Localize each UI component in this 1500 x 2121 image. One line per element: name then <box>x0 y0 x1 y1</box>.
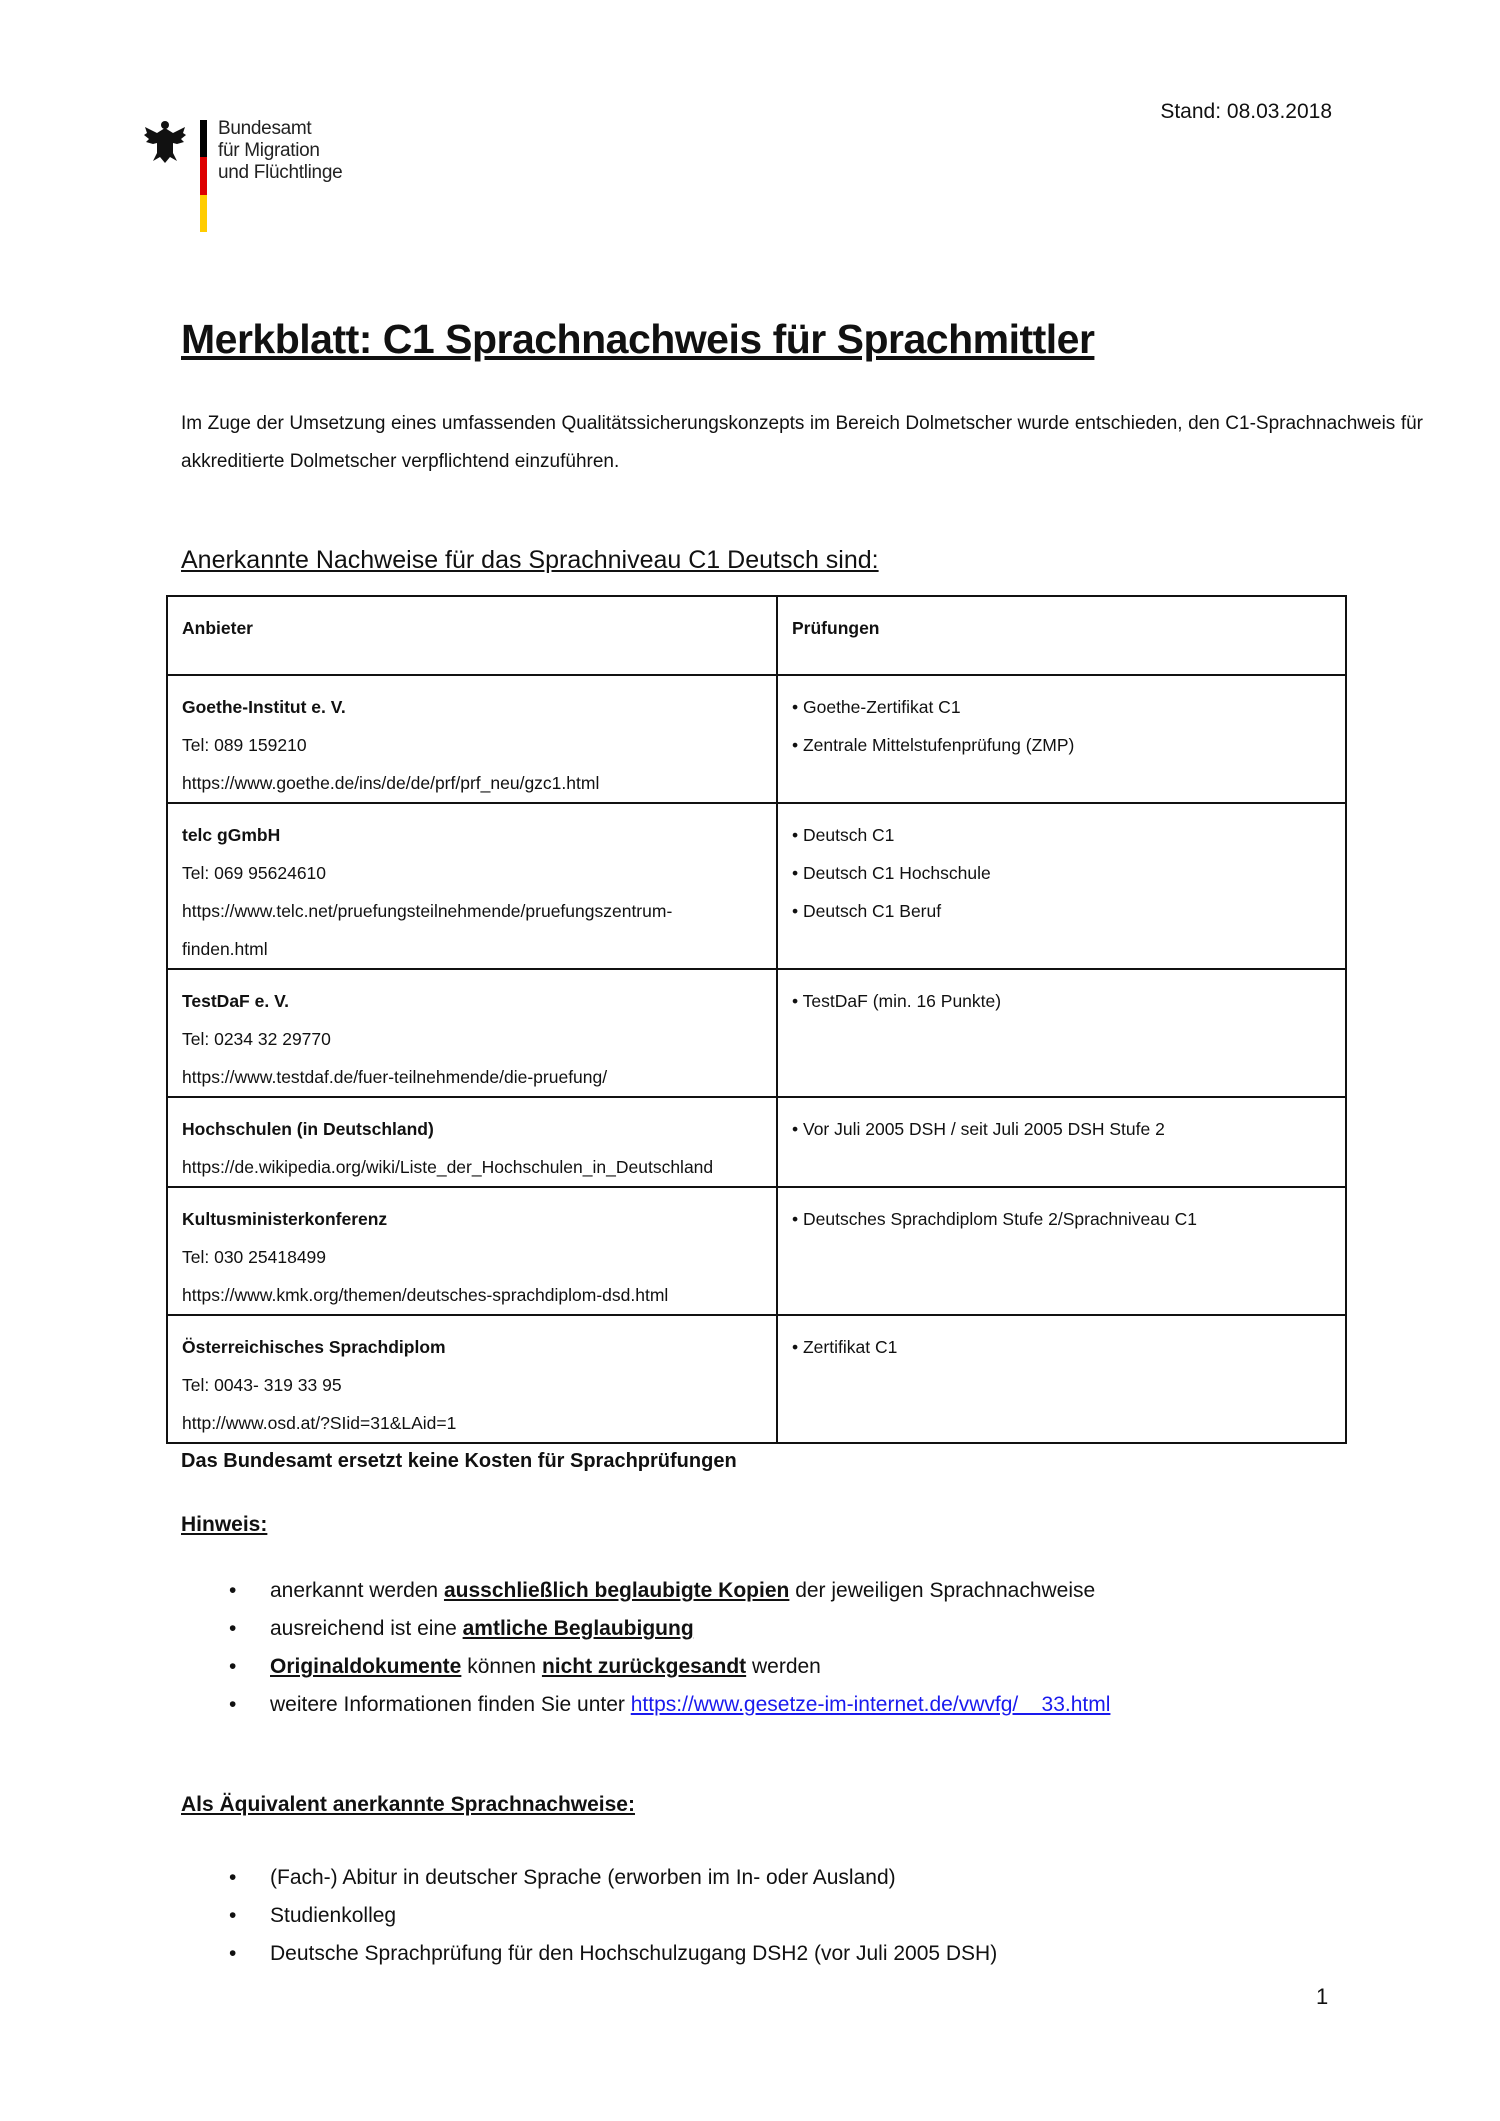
section-heading: Anerkannte Nachweise für das Sprachniveau C1 Deutsch sind: <box>181 546 879 574</box>
exam: • Deutsch C1 Beruf <box>792 901 942 921</box>
bullet-icon: • <box>229 1693 237 1716</box>
bullet-icon: • <box>229 1942 237 1965</box>
bullet-icon: • <box>229 1617 237 1640</box>
provider-tel: Tel: 089 159210 <box>182 735 307 755</box>
provider-url: https://www.goethe.de/ins/de/de/prf/prf_neu/gzc1.html <box>182 773 600 793</box>
table-row <box>167 675 1346 803</box>
provider-name: Kultusministerkonferenz <box>182 1209 388 1229</box>
provider-url: https://de.wikipedia.org/wiki/Liste_der_Hochschulen_in_Deutschland <box>182 1157 714 1177</box>
text: ausreichend ist eine <box>270 1617 463 1640</box>
list-item <box>0 1897 997 1935</box>
exam: • Deutsch C1 <box>792 825 895 845</box>
exam: • Deutsches Sprachdiplom Stufe 2/Sprachniveau C1 <box>792 1209 1197 1229</box>
bullet-icon: • <box>229 1866 237 1889</box>
provider-tel: Tel: 030 25418499 <box>182 1247 327 1267</box>
list-item <box>0 1686 1110 1724</box>
no-cost-note: Das Bundesamt ersetzt keine Kosten für Sprachprüfungen <box>181 1450 737 1472</box>
emphasis: ausschließlich beglaubigte Kopien <box>443 1579 790 1602</box>
gesetze-link[interactable]: https://www.gesetze-im-internet.de/vwvfg/__33.html <box>630 1693 1111 1716</box>
hinweis-heading: Hinweis: <box>181 1513 268 1536</box>
provider-name: Österreichisches Sprachdiplom <box>182 1337 446 1357</box>
table-row <box>167 1187 1346 1315</box>
provider-tel: Tel: 0043- 319 33 95 <box>182 1375 342 1395</box>
provider-url: https://www.testdaf.de/fuer-teilnehmende/die-pruefung/ <box>182 1067 608 1087</box>
page-title: Merkblatt: C1 Sprachnachweis für Sprachmittler <box>181 316 1095 362</box>
text: (Fach-) Abitur in deutscher Sprache (erworben im In- oder Ausland) <box>270 1866 896 1889</box>
provider-url: https://www.telc.net/pruefungsteilnehmende/pruefungszentrum- <box>182 901 673 921</box>
providers-table <box>166 595 1347 1444</box>
table-header-row <box>167 596 1346 675</box>
list-item <box>0 1859 997 1897</box>
logo-line: Bundesamt <box>218 118 312 139</box>
exam: • Zentrale Mittelstufenprüfung (ZMP) <box>792 735 1075 755</box>
provider-name: Goethe-Institut e. V. <box>182 697 346 717</box>
bamf-logo <box>143 116 383 236</box>
equivalent-list <box>0 1859 997 1973</box>
logo-text <box>218 118 342 184</box>
list-item <box>0 1935 997 1973</box>
intro-paragraph: Im Zuge der Umsetzung eines umfassenden Qualitätssicherungskonzepts im Bereich Dolmetscher wurde entschieden, den C1-Sprachnachweis für akkreditierte Dolmetscher verpflichtend einzuführen. <box>181 413 1423 472</box>
text: werden <box>746 1655 821 1678</box>
exam: • TestDaF (min. 16 Punkte) <box>792 991 1002 1011</box>
emphasis: nicht zurückgesandt <box>541 1655 747 1678</box>
provider-tel: Tel: 069 95624610 <box>182 863 327 883</box>
list-item <box>0 1610 1110 1648</box>
provider-name: TestDaF e. V. <box>182 991 289 1011</box>
federal-eagle-icon <box>143 119 187 165</box>
provider-tel: Tel: 0234 32 29770 <box>182 1029 331 1049</box>
table-row <box>167 1097 1346 1187</box>
provider-url: http://www.osd.at/?SIid=31&LAid=1 <box>182 1413 457 1433</box>
text: Deutsche Sprachprüfung für den Hochschulzugang DSH2 (vor Juli 2005 DSH) <box>270 1942 998 1965</box>
text: der jeweiligen Sprachnachweise <box>789 1579 1096 1602</box>
hinweis-list <box>0 1572 1110 1724</box>
bullet-icon: • <box>229 1579 237 1602</box>
provider-name: Hochschulen (in Deutschland) <box>182 1119 434 1139</box>
page-number: 1 <box>1316 1984 1329 2009</box>
emphasis: amtliche Beglaubigung <box>462 1617 694 1640</box>
provider-url: https://www.kmk.org/themen/deutsches-sprachdiplom-dsd.html <box>182 1285 669 1305</box>
text: weitere Informationen finden Sie unter <box>270 1693 631 1716</box>
date-stamp: Stand: 08.03.2018 <box>1160 100 1332 123</box>
provider-url-cont: finden.html <box>182 939 268 959</box>
exam: • Goethe-Zertifikat C1 <box>792 697 961 717</box>
text: können <box>461 1655 542 1678</box>
provider-name: telc gGmbH <box>182 825 281 845</box>
logo-line: für Migration <box>218 140 320 161</box>
text: Studienkolleg <box>270 1904 397 1927</box>
list-item <box>0 1572 1110 1610</box>
list-item <box>0 1648 1110 1686</box>
exam: • Vor Juli 2005 DSH / seit Juli 2005 DSH Stufe 2 <box>792 1119 1165 1139</box>
emphasis: Originaldokumente <box>270 1655 462 1678</box>
bullet-icon: • <box>229 1655 237 1678</box>
table-row <box>167 1315 1346 1443</box>
exam: • Zertifikat C1 <box>792 1337 898 1357</box>
exam: • Deutsch C1 Hochschule <box>792 863 991 883</box>
header-cell: Prüfungen <box>777 596 1346 675</box>
header-cell: Anbieter <box>167 596 777 675</box>
equivalent-heading: Als Äquivalent anerkannte Sprachnachweise: <box>181 1793 635 1816</box>
table-row <box>167 803 1346 969</box>
table-row <box>167 969 1346 1097</box>
bullet-icon: • <box>229 1904 237 1927</box>
text: anerkannt werden <box>270 1579 444 1602</box>
logo-line: und Flüchtlinge <box>218 162 343 183</box>
